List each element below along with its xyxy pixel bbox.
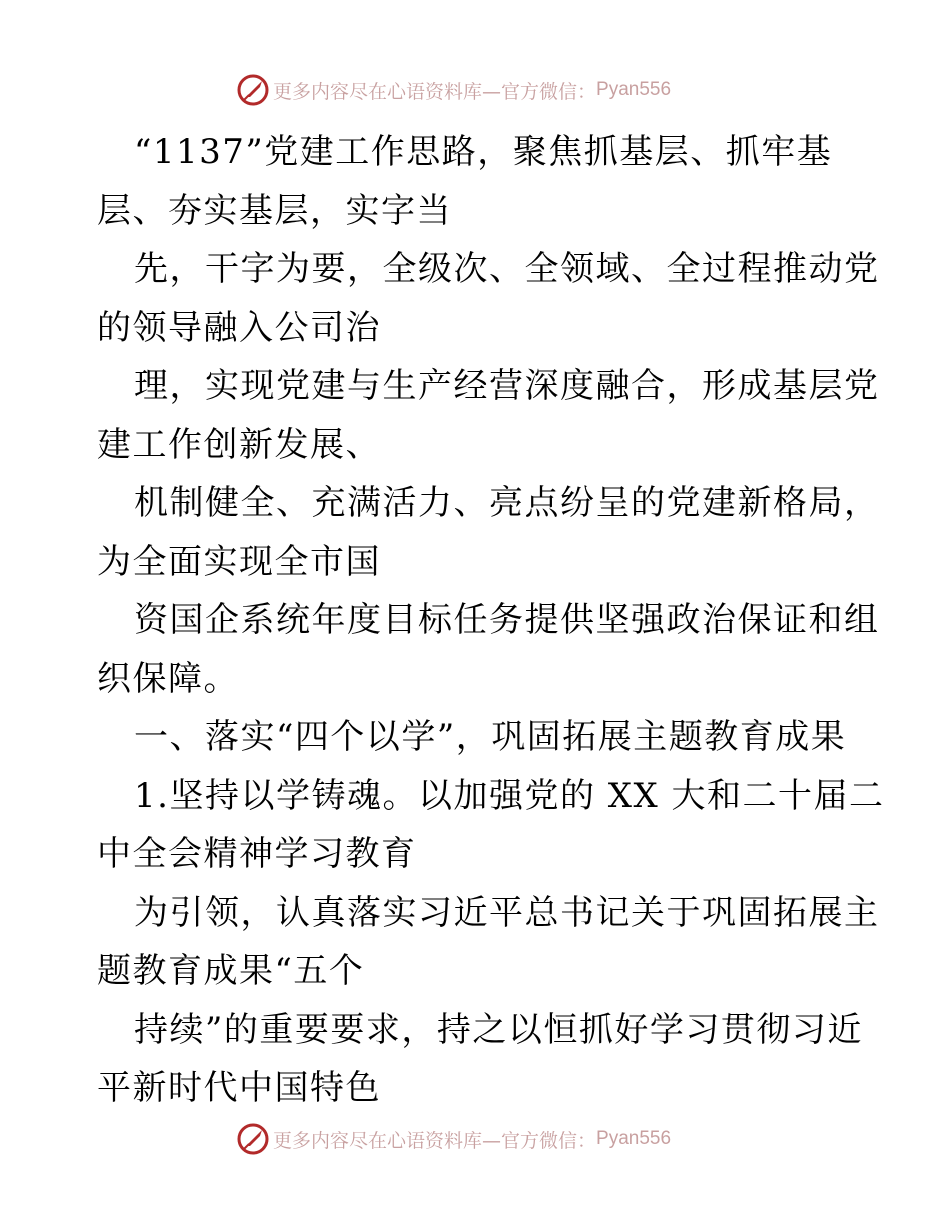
text-line: 平新时代中国特色 <box>97 1068 381 1108</box>
text-line: 先，干字为要，全级次、全领域、全过程推动党 <box>134 249 880 289</box>
text-line: 为全面实现全市国 <box>97 541 381 582</box>
section-heading: 一、落实“四个以学”，巩固拓展主题教育成果 <box>134 717 847 757</box>
text-line: 题教育成果“五个 <box>97 951 365 991</box>
text-line: “1137”党建工作思路，聚焦抓基层、抓牢基 <box>134 132 833 172</box>
text-line: 持续”的重要要求，持之以恒抓好学习贯彻习近 <box>134 1009 863 1050</box>
watermark-account: Pyan556 <box>596 1128 672 1149</box>
quill-logo-icon <box>236 73 270 107</box>
text-line: 1.坚持以学铸魂。以加强党的 XX 大和二十届二 <box>134 775 885 816</box>
quill-logo-icon <box>236 1122 270 1156</box>
text-line: 层、夯实基层，实字当 <box>97 190 452 231</box>
text-line: 中全会精神学习教育 <box>97 834 417 874</box>
text-line: 为引领，认真落实习近平总书记关于巩固拓展主 <box>134 892 880 933</box>
text-line: 的领导融入公司治 <box>97 307 381 348</box>
watermark-text: 更多内容尽在心语资料库—官方微信： <box>273 80 597 103</box>
text-line: 理，实现党建与生产经营深度融合，形成基层党 <box>134 366 880 406</box>
header-watermark <box>236 72 671 108</box>
text-line: 建工作创新发展、 <box>97 424 381 465</box>
text-line: 资国企系统年度目标任务提供坚强政治保证和组 <box>134 600 880 640</box>
watermark-text: 更多内容尽在心语资料库—官方微信： <box>273 1129 597 1152</box>
footer-watermark <box>236 1121 671 1157</box>
document-body <box>97 123 885 1118</box>
watermark-account: Pyan556 <box>596 79 672 100</box>
text-line: 织保障。 <box>97 658 239 699</box>
text-line: 机制健全、充满活力、亮点纷呈的党建新格局， <box>134 483 880 523</box>
